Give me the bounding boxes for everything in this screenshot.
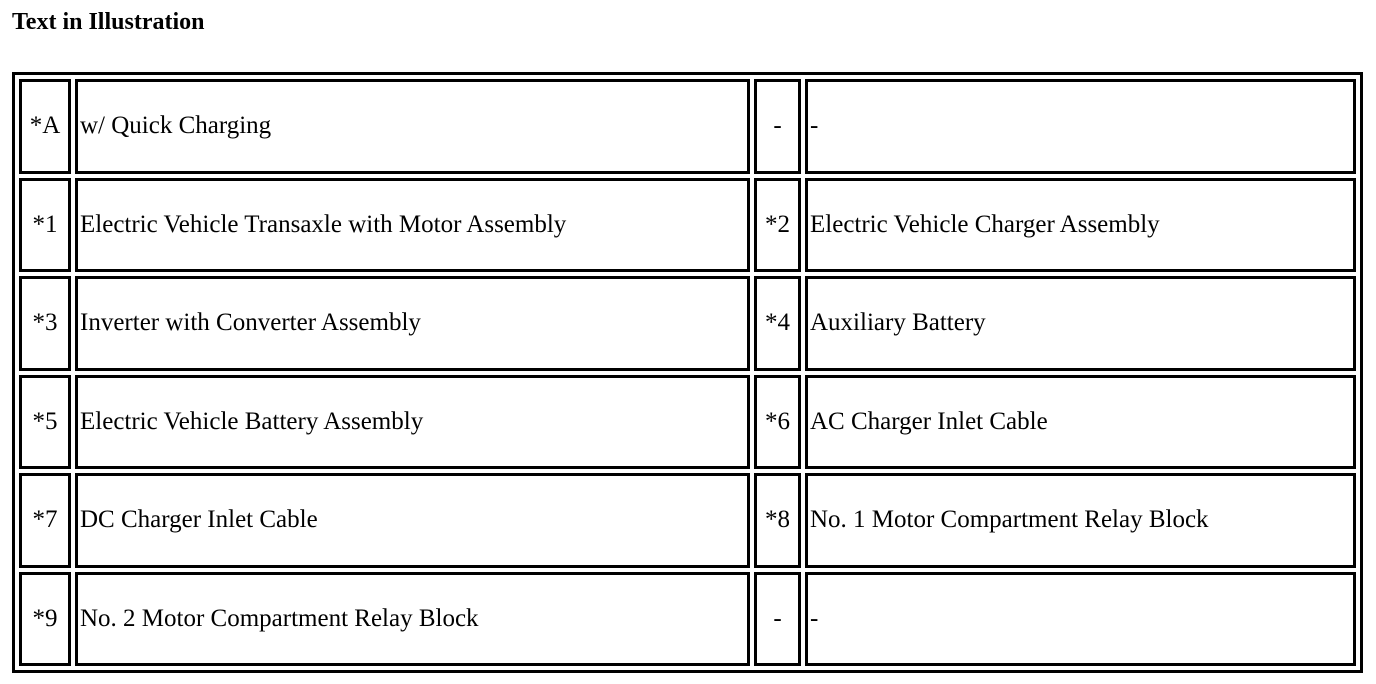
table-row [19,79,1356,174]
callout-description: - [805,572,1356,667]
table-row [19,276,1356,371]
table-row [19,572,1356,667]
callout-description: DC Charger Inlet Cable [75,473,750,568]
callout-code: *6 [754,375,801,470]
table-row [19,178,1356,273]
callout-code: *4 [754,276,801,371]
callout-description: Auxiliary Battery [805,276,1356,371]
illustration-legend-table [12,72,1363,673]
callout-description: Electric Vehicle Charger Assembly [805,178,1356,273]
callout-description: AC Charger Inlet Cable [805,375,1356,470]
callout-description: - [805,79,1356,174]
callout-code: - [754,79,801,174]
callout-code: *2 [754,178,801,273]
callout-code: *9 [19,572,71,667]
page-title: Text in Illustration [12,9,205,35]
callout-code: *A [19,79,71,174]
callout-description: Electric Vehicle Transaxle with Motor Assembly [75,178,750,273]
callout-description: No. 1 Motor Compartment Relay Block [805,473,1356,568]
callout-code: *5 [19,375,71,470]
callout-code: - [754,572,801,667]
callout-description: Inverter with Converter Assembly [75,276,750,371]
callout-code: *8 [754,473,801,568]
table-row [19,375,1356,470]
callout-description: No. 2 Motor Compartment Relay Block [75,572,750,667]
callout-code: *3 [19,276,71,371]
callout-code: *7 [19,473,71,568]
callout-code: *1 [19,178,71,273]
table-row [19,473,1356,568]
callout-description: Electric Vehicle Battery Assembly [75,375,750,470]
callout-description: w/ Quick Charging [75,79,750,174]
